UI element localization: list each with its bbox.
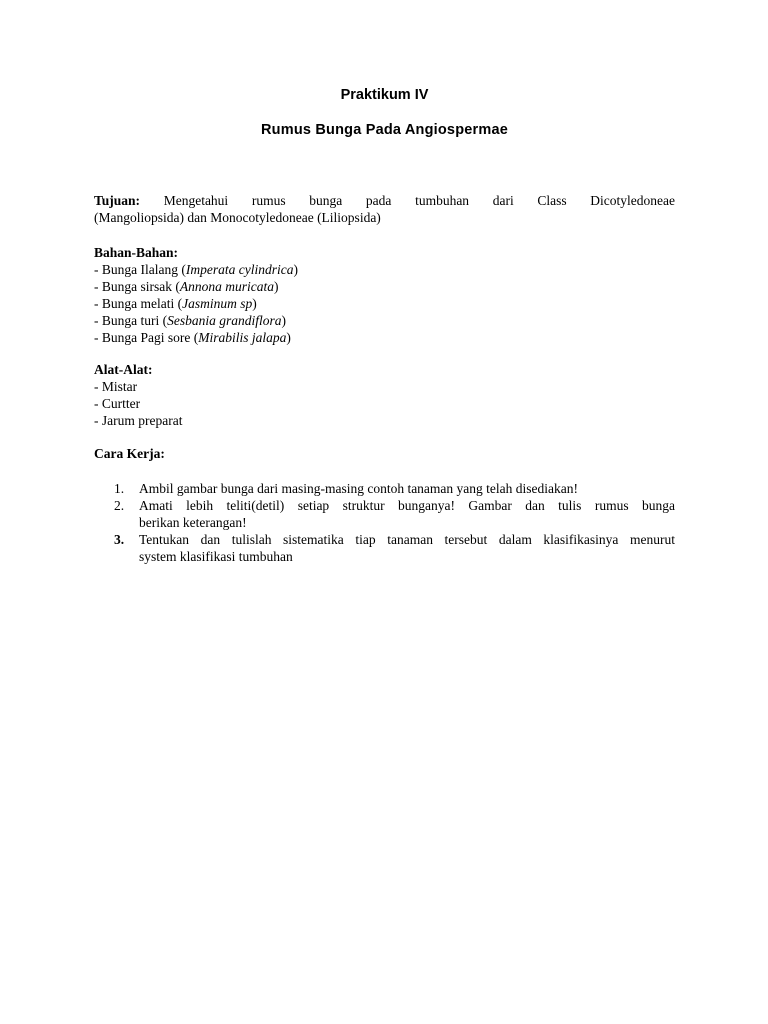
tujuan-text-2: (Mangoliopsida) dan Monocotyledoneae (Liliopsida) [94,210,381,225]
latin-name: Sesbania grandiflora [167,313,282,328]
bahan-item: - Bunga turi (Sesbania grandiflora) [94,313,287,328]
latin-name: Mirabilis jalapa [198,330,287,345]
latin-name: Imperata cylindrica [185,262,294,277]
step-text: berikan keterangan! [139,515,247,530]
latin-name: Annona muricata [179,279,274,294]
step-text: system klasifikasi tumbuhan [139,549,293,564]
cara-section [94,445,675,462]
cara-heading: Cara Kerja: [94,446,165,461]
document-page [94,0,675,1024]
document-subtitle: Rumus Bunga Pada Angiospermae [261,122,508,138]
alat-item: - Jarum preparat [94,413,183,428]
alat-item: - Mistar [94,379,138,394]
bahan-section [94,244,675,346]
list-item [94,480,675,497]
bahan-heading: Bahan-Bahan: [94,245,179,260]
tujuan-text-1: Mengetahui rumus bunga pada tumbuhan dari Class Dicotyledoneae [163,193,676,208]
alat-item: - Curtter [94,396,141,411]
step-text: Ambil gambar bunga dari masing-masing contoh tanaman yang telah disediakan! [139,481,579,496]
latin-name: Jasminum sp [182,296,253,311]
document-title: Praktikum IV [340,87,429,103]
list-item [94,497,675,531]
bahan-item: - Bunga Pagi sore (Mirabilis jalapa) [94,330,291,345]
alat-heading: Alat-Alat: [94,362,153,377]
cara-steps-list [94,480,675,565]
tujuan-label: Tujuan: [94,193,141,208]
step-number: 3. [114,532,125,547]
list-item [94,531,675,565]
tujuan-section [94,192,675,226]
step-text: Amati lebih teliti(detil) setiap struktur bunganya! Gambar dan tulis rumus bunga [139,498,675,513]
bahan-item: - Bunga sirsak (Annona muricata) [94,279,279,294]
bahan-item: - Bunga Ilalang (Imperata cylindrica) [94,262,298,277]
alat-section [94,361,675,429]
step-number: 2. [114,498,125,513]
step-text: Tentukan dan tulislah sistematika tiap tanaman tersebut dalam klasifikasinya menurut [139,532,675,547]
step-number: 1. [114,481,125,496]
bahan-item: - Bunga melati (Jasminum sp) [94,296,257,311]
tujuan-line-1 [94,192,675,209]
